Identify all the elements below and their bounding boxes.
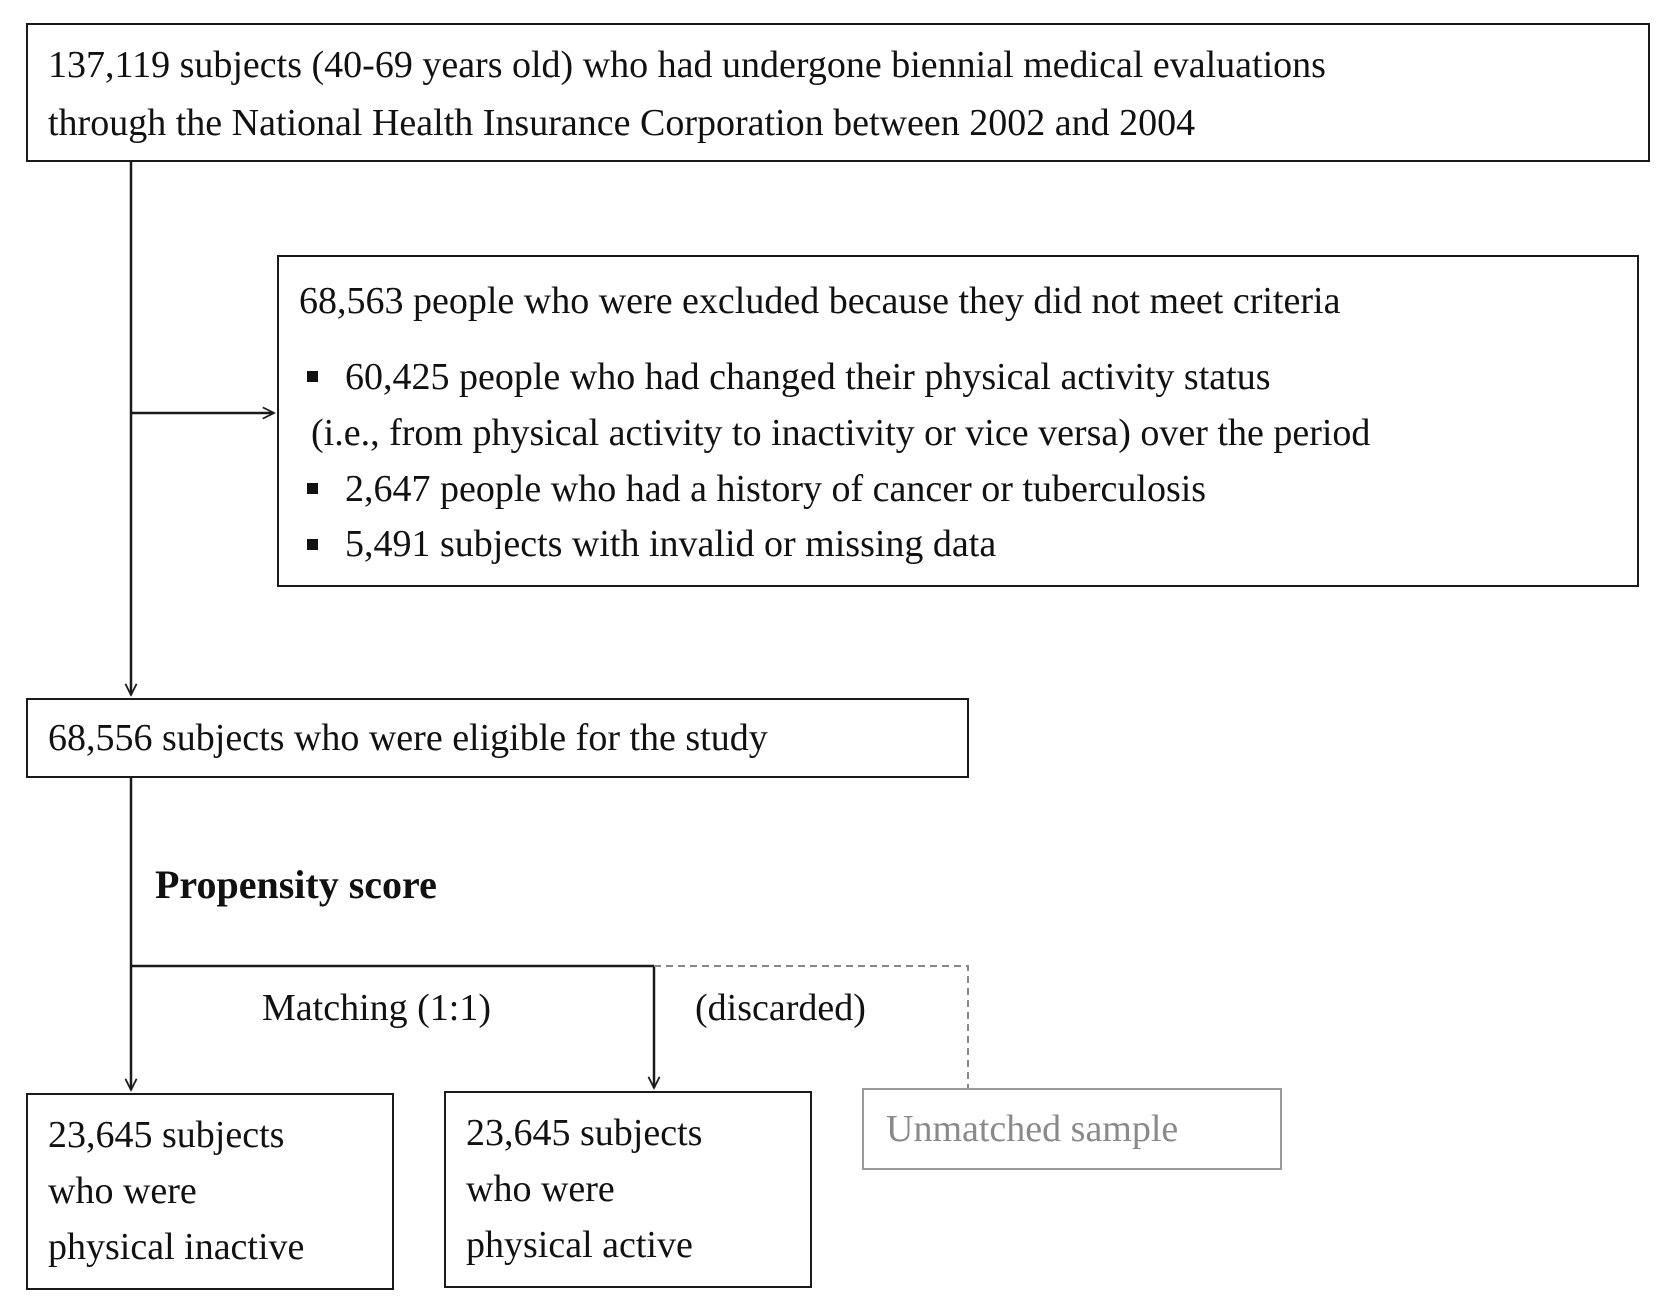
exclusion-item-1-line-1: 60,425 people who had changed their physical activity status [345,356,1271,398]
bullet-icon [307,483,318,494]
exclusion-box [277,255,1639,587]
unmatched-text: Unmatched sample [886,1108,1179,1150]
active-line-1: 23,645 subjects [466,1112,703,1154]
active-line-2: who were [466,1168,615,1210]
bullet-icon [307,539,318,550]
source-population-box [26,23,1650,162]
bullet-icon [307,371,318,382]
active-line-3: physical active [466,1224,693,1266]
inactive-line-2: who were [48,1170,197,1212]
exclusion-title: 68,563 people who were excluded because they did not meet criteria [299,280,1341,322]
eligible-text: 68,556 subjects who were eligible for the study [48,717,768,759]
inactive-group-box [26,1093,394,1290]
unmatched-sample-box [862,1088,1282,1170]
eligible-box [26,698,969,778]
exclusion-item-2: 2,647 people who had a history of cancer or tuberculosis [345,468,1207,510]
propensity-score-label: Propensity score [155,862,437,907]
source-line-2: through the National Health Insurance Corporation between 2002 and 2004 [48,102,1196,144]
discarded-label: (discarded) [695,987,866,1029]
exclusion-item-1-line-2: (i.e., from physical activity to inactivity or vice versa) over the period [311,412,1371,454]
inactive-line-1: 23,645 subjects [48,1114,285,1156]
exclusion-item-3: 5,491 subjects with invalid or missing data [345,523,997,565]
source-line-1: 137,119 subjects (40-69 years old) who had undergone biennial medical evaluations [48,44,1326,86]
inactive-line-3: physical inactive [48,1226,305,1268]
active-group-box [444,1091,812,1288]
matching-label: Matching (1:1) [262,987,492,1029]
